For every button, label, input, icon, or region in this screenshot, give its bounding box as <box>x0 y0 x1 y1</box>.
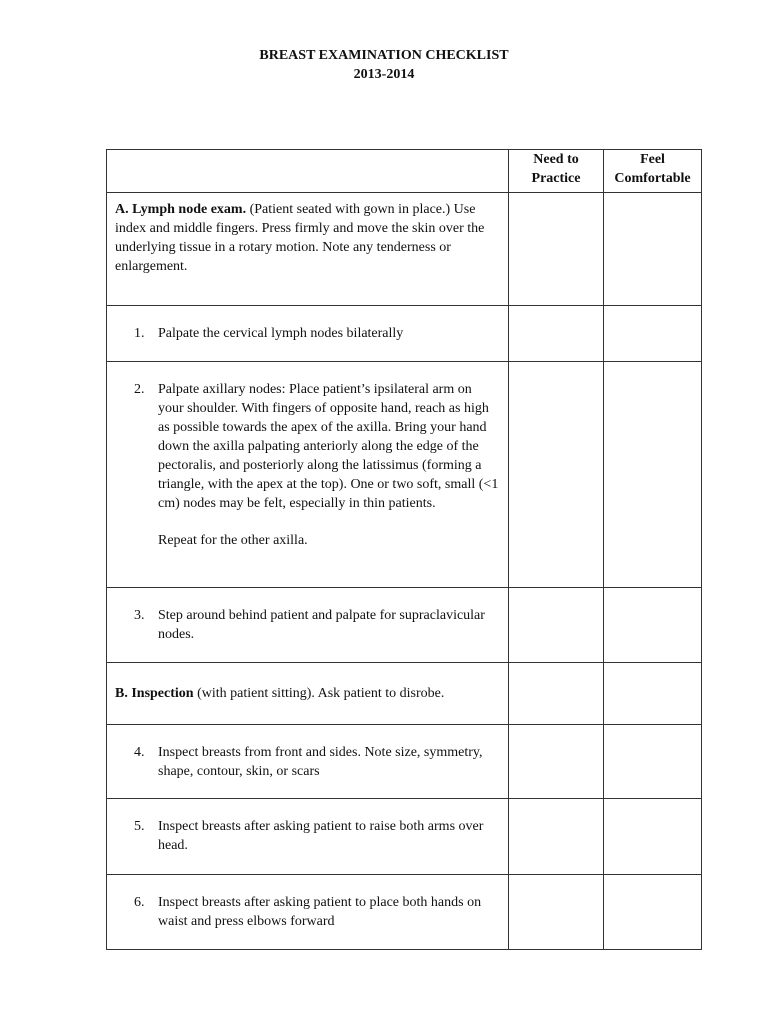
feel-checkbox-cell[interactable] <box>604 306 702 362</box>
feel-header-line1: Feel <box>640 152 665 167</box>
section-a-cell <box>107 193 509 306</box>
step-extra-text: Repeat for the other axilla. <box>158 533 308 548</box>
step-cell <box>107 875 509 950</box>
step-cell <box>107 588 509 663</box>
step-number: 2. <box>134 382 145 397</box>
step-row <box>107 306 702 362</box>
feel-checkbox-cell[interactable] <box>604 588 702 663</box>
need-checkbox-cell[interactable] <box>509 362 604 588</box>
need-checkbox-cell[interactable] <box>509 875 604 950</box>
document-title: BREAST EXAMINATION CHECKLIST <box>259 48 509 63</box>
step-text: Palpate axillary nodes: Place patient’s ipsilateral arm on your shoulder. With fingers of opposite hand, reach as high as possible towards the apex of the axilla. Bring your hand down the axilla palpating anteriorly along the edge of the pectoralis, and posteriorly along the latissimus (forming a triangle, with the apex at the top). One or two soft, small (<1 cm) nodes may be felt, especially in thin patients. <box>158 382 499 511</box>
feel-comfortable-header <box>604 150 702 193</box>
feel-checkbox-cell[interactable] <box>604 362 702 588</box>
need-checkbox-cell[interactable] <box>509 663 604 725</box>
need-checkbox-cell[interactable] <box>509 193 604 306</box>
step-text: Palpate the cervical lymph nodes bilaterally <box>158 326 404 341</box>
section-b-row <box>107 663 702 725</box>
need-checkbox-cell[interactable] <box>509 588 604 663</box>
header-blank-cell <box>107 150 509 193</box>
document-year: 2013-2014 <box>353 67 415 82</box>
step-cell <box>107 799 509 875</box>
section-a-row <box>107 193 702 306</box>
need-header-line2: Practice <box>531 171 581 186</box>
step-cell <box>107 306 509 362</box>
section-b-heading: B. Inspection <box>115 686 194 701</box>
section-a-heading: A. Lymph node exam. <box>115 202 247 217</box>
step-text: Inspect breasts from front and sides. Note size, symmetry, shape, contour, skin, or scars <box>158 745 483 779</box>
step-number: 6. <box>134 895 145 910</box>
feel-checkbox-cell[interactable] <box>604 663 702 725</box>
feel-checkbox-cell[interactable] <box>604 193 702 306</box>
step-row <box>107 362 702 588</box>
need-checkbox-cell[interactable] <box>509 725 604 799</box>
step-number: 3. <box>134 608 145 623</box>
step-text: Step around behind patient and palpate for supraclavicular nodes. <box>158 608 485 642</box>
step-number: 5. <box>134 819 145 834</box>
section-b-text: (with patient sitting). Ask patient to disrobe. <box>193 686 445 701</box>
step-number: 1. <box>134 326 145 341</box>
step-row <box>107 725 702 799</box>
feel-checkbox-cell[interactable] <box>604 799 702 875</box>
step-text: Inspect breasts after asking patient to raise both arms over head. <box>158 819 484 853</box>
header-row <box>107 150 702 193</box>
section-a-text: (Patient seated with gown in place.) Use index and middle fingers. Press firmly and move the skin over the underlying tissue in a rotary motion. Note any tenderness or enlargement. <box>115 202 485 274</box>
need-to-practice-header <box>509 150 604 193</box>
step-text: Inspect breasts after asking patient to place both hands on waist and press elbows forward <box>158 895 482 929</box>
checklist-table <box>106 149 702 950</box>
need-checkbox-cell[interactable] <box>509 306 604 362</box>
need-header-line1: Need to <box>533 152 579 167</box>
step-row <box>107 875 702 950</box>
section-b-cell <box>107 663 509 725</box>
feel-header-line2: Comfortable <box>614 171 691 186</box>
step-row <box>107 588 702 663</box>
feel-checkbox-cell[interactable] <box>604 875 702 950</box>
step-cell <box>107 725 509 799</box>
need-checkbox-cell[interactable] <box>509 799 604 875</box>
step-cell <box>107 362 509 588</box>
step-row <box>107 799 702 875</box>
feel-checkbox-cell[interactable] <box>604 725 702 799</box>
step-number: 4. <box>134 745 145 760</box>
